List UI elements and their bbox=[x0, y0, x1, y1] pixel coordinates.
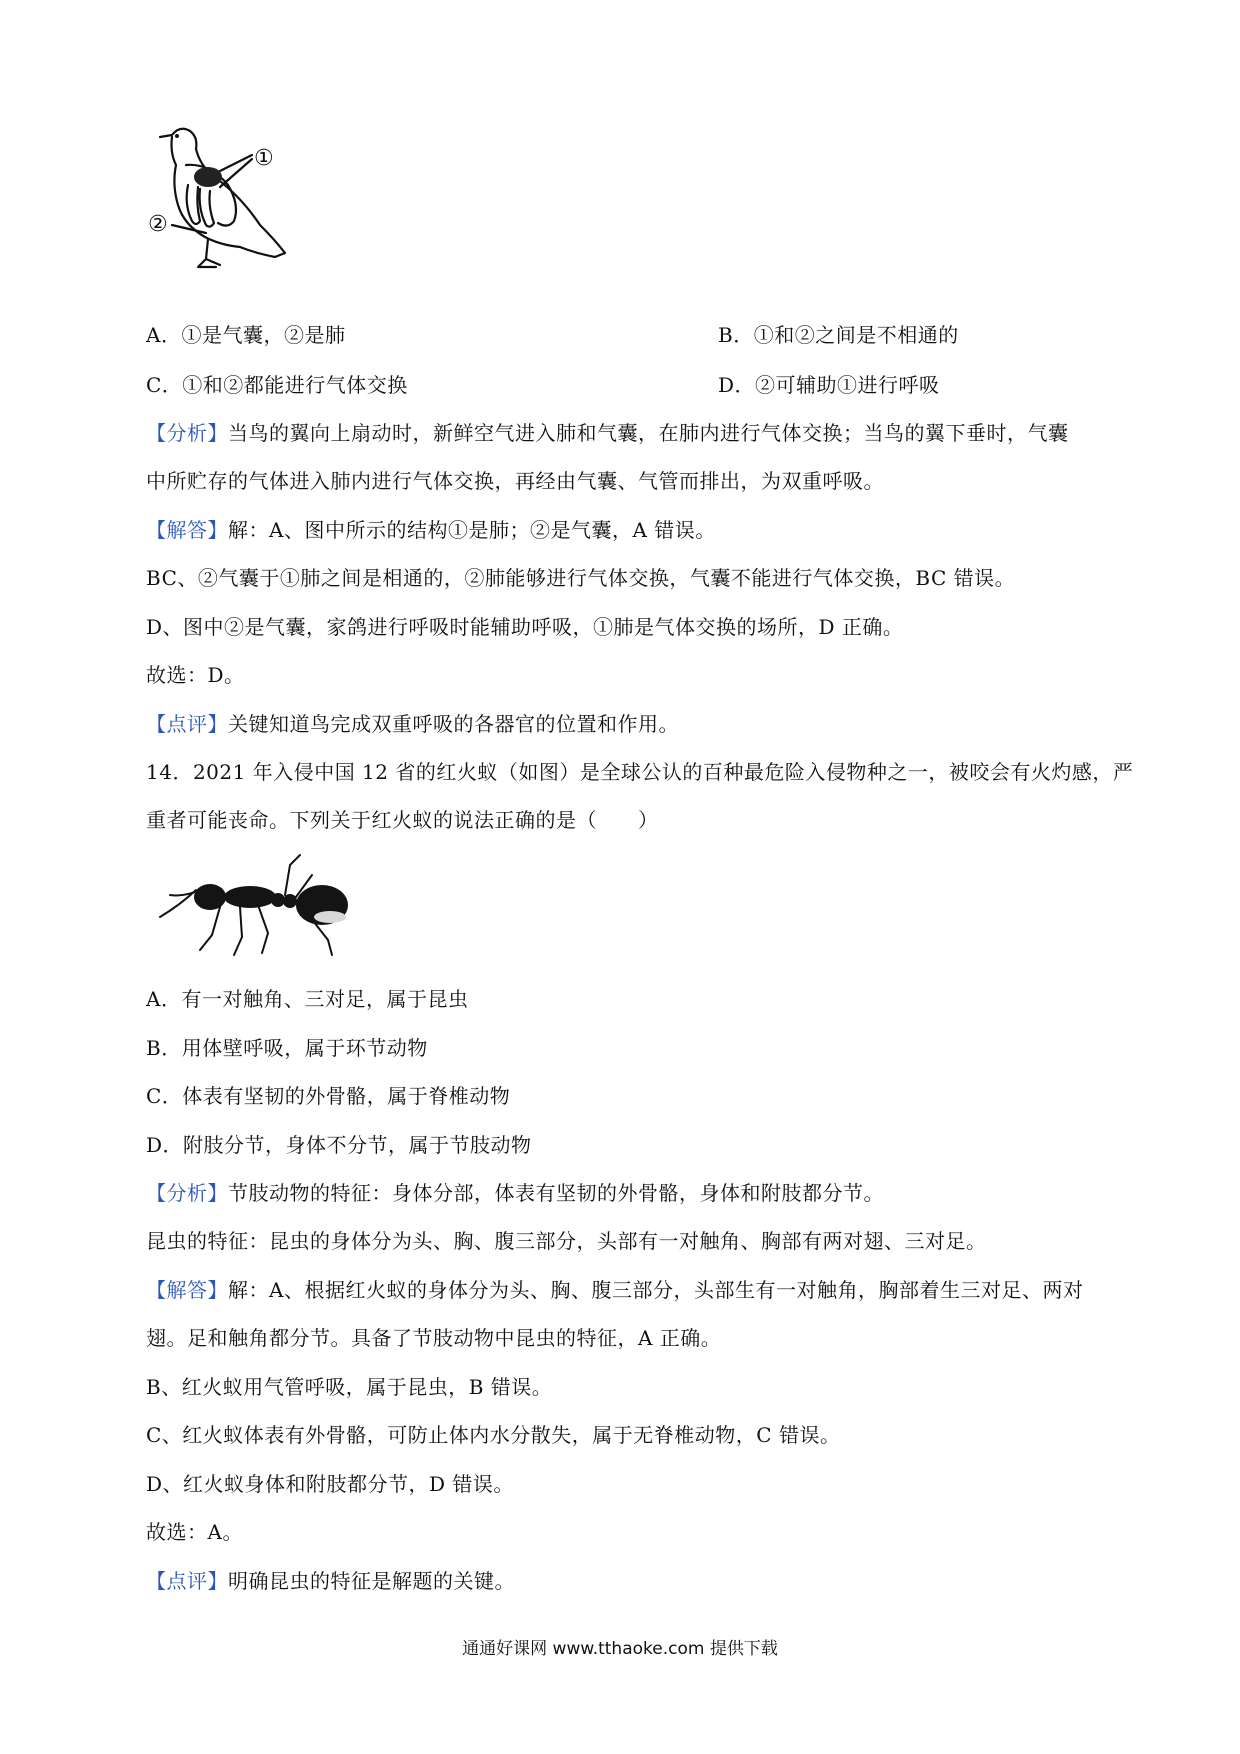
q13-option-b: B．①和②之间是不相通的 bbox=[718, 323, 959, 347]
q13-answer-text-1: 解：A、图中所示的结构①是肺；②是气囊，A 错误。 bbox=[228, 518, 716, 542]
q13-analysis-line-1 bbox=[146, 420, 1122, 446]
q14-analysis-line-2: 昆虫的特征：昆虫的身体分为头、胸、腹三部分，头部有一对触角、胸部有两对翅、三对足。 bbox=[146, 1229, 987, 1253]
bird-label-2: ② bbox=[148, 212, 168, 237]
q13-answer-tag: 【解答】 bbox=[146, 518, 228, 542]
q14-answer-line-5: D、红火蚁身体和附肢都分节，D 错误。 bbox=[146, 1472, 514, 1496]
q13-option-c: C．①和②都能进行气体交换 bbox=[146, 373, 408, 397]
q14-comment-tag: 【点评】 bbox=[146, 1569, 228, 1593]
bird-respiration-figure bbox=[150, 125, 325, 290]
q13-answer-line-3: D、图中②是气囊，家鸽进行呼吸时能辅助呼吸，①肺是气体交换的场所，D 正确。 bbox=[146, 615, 904, 639]
q13-comment-text: 关键知道鸟完成双重呼吸的各器官的位置和作用。 bbox=[228, 712, 679, 736]
q14-comment-line bbox=[146, 1568, 1122, 1594]
q13-options-row-2 bbox=[146, 372, 1122, 398]
q14-stem-line-1: 14．2021 年入侵中国 12 省的红火蚁（如图）是全球公认的百种最危险入侵物种之一，被咬会有火灼感，严 bbox=[146, 760, 1134, 784]
q14-option-b: B．用体壁呼吸，属于环节动物 bbox=[146, 1036, 428, 1060]
q13-analysis-line-2: 中所贮存的气体进入肺内进行气体交换，再经由气囊、气管而排出，为双重呼吸。 bbox=[146, 469, 884, 493]
bird-label-1: ① bbox=[254, 146, 274, 171]
q13-comment-line bbox=[146, 711, 1122, 737]
fire-ant-figure bbox=[150, 845, 370, 960]
q14-choice: 故选：A。 bbox=[146, 1520, 243, 1544]
q14-analysis-tag: 【分析】 bbox=[146, 1181, 228, 1205]
q13-analysis-text-1: 当鸟的翼向上扇动时，新鲜空气进入肺和气囊，在肺内进行气体交换；当鸟的翼下垂时，气囊 bbox=[228, 421, 1069, 445]
q13-choice: 故选：D。 bbox=[146, 663, 245, 687]
q13-option-d: D．②可辅助①进行呼吸 bbox=[718, 373, 940, 397]
q13-comment-tag: 【点评】 bbox=[146, 712, 228, 736]
q14-option-c: C．体表有坚韧的外骨骼，属于脊椎动物 bbox=[146, 1084, 511, 1108]
q14-answer-line-2: 翅。足和触角都分节。具备了节肢动物中昆虫的特征，A 正确。 bbox=[146, 1326, 722, 1350]
q14-answer-line-4: C、红火蚁体表有外骨骼，可防止体内水分散失，属于无脊椎动物，C 错误。 bbox=[146, 1423, 841, 1447]
q14-answer-text-1: 解：A、根据红火蚁的身体分为头、胸、腹三部分，头部生有一对触角，胸部着生三对足、两对 bbox=[228, 1278, 1084, 1302]
q14-comment-text: 明确昆虫的特征是解题的关键。 bbox=[228, 1569, 515, 1593]
q14-option-d: D．附肢分节，身体不分节，属于节肢动物 bbox=[146, 1133, 532, 1157]
q13-answer-line-2: BC、②气囊于①肺之间是相通的，②肺能够进行气体交换，气囊不能进行气体交换，BC 错误。 bbox=[146, 566, 1016, 590]
q14-analysis-text-1: 节肢动物的特征：身体分部，体表有坚韧的外骨骼，身体和附肢都分节。 bbox=[228, 1181, 884, 1205]
q13-answer-line-1 bbox=[146, 517, 1122, 543]
q13-analysis-tag: 【分析】 bbox=[146, 421, 228, 445]
q13-option-a: A．①是气囊，②是肺 bbox=[146, 323, 346, 347]
page-footer: 通通好课网 www.tthaoke.com 提供下载 bbox=[462, 1639, 778, 1659]
q14-answer-tag: 【解答】 bbox=[146, 1278, 228, 1302]
q14-stem-line-2: 重者可能丧命。下列关于红火蚁的说法正确的是（ ） bbox=[146, 808, 659, 832]
q14-option-a: A．有一对触角、三对足，属于昆虫 bbox=[146, 987, 469, 1011]
q14-answer-line-3: B、红火蚁用气管呼吸，属于昆虫，B 错误。 bbox=[146, 1375, 553, 1399]
q13-options-row-1 bbox=[146, 322, 1122, 348]
q14-answer-line-1 bbox=[146, 1277, 1122, 1303]
q14-analysis-line-1 bbox=[146, 1180, 1122, 1206]
